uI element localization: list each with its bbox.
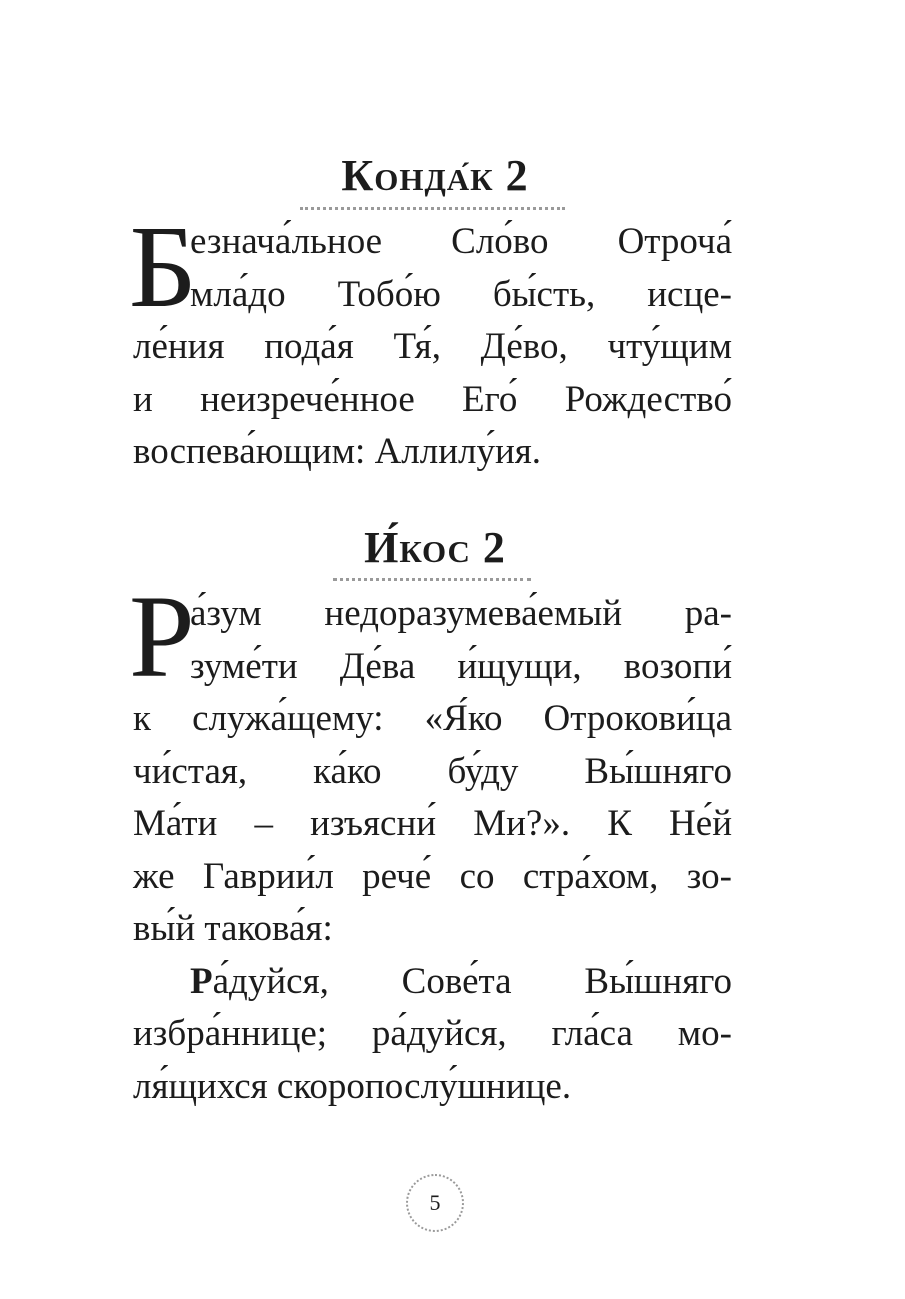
text-line: к служа́щему: «Я́ко Отрокови́ца bbox=[133, 698, 732, 739]
text-line: ле́ния пода́я Тя́, Де́во, чту́щим bbox=[133, 326, 732, 367]
ikos-title: И́кос 2 bbox=[364, 523, 506, 572]
text-line: езнача́льное Сло́во Отроча́ bbox=[190, 221, 732, 262]
bold-initial: Р bbox=[190, 960, 213, 1002]
text-line: избра́ннице; ра́дуйся, гла́са мо- bbox=[133, 1013, 732, 1054]
text-fragment: а́дуйся, Сове́та Вы́шняго bbox=[212, 960, 732, 1002]
text-line: ля́щихся скоропослу́шнице. bbox=[133, 1065, 572, 1107]
ikos-text bbox=[129, 571, 732, 1113]
text-line: зуме́ти Де́ва и́щущи, возопи́ bbox=[190, 645, 732, 687]
page-number: 5 bbox=[406, 1174, 464, 1232]
text-line: воспева́ющим: Аллилу́ия. bbox=[133, 431, 542, 472]
kontakion-text bbox=[129, 201, 732, 479]
ikos-divider bbox=[333, 578, 531, 581]
drop-cap: Б bbox=[129, 201, 197, 332]
text-line: Ма́ти – изъясни́ Ми?». К Не́й bbox=[133, 803, 732, 844]
drop-cap: Р bbox=[129, 571, 195, 702]
text-line: чи́стая, ка́ко бу́ду Вы́шняго bbox=[133, 750, 732, 792]
kontakion-title: Конда́к 2 bbox=[341, 151, 529, 200]
kontakion-divider bbox=[300, 207, 565, 210]
text-line bbox=[133, 956, 732, 1009]
text-line: вы́й такова́я: bbox=[133, 908, 333, 949]
text-line: а́зум недоразумева́емый ра- bbox=[190, 593, 732, 634]
text-line: же Гаврии́л рече́ со стра́хом, зо- bbox=[133, 855, 732, 897]
text-line: мла́до Тобо́ю бы́сть, исце- bbox=[190, 273, 732, 315]
text-line: и неизрече́нное Его́ Рождество́ bbox=[133, 378, 732, 420]
